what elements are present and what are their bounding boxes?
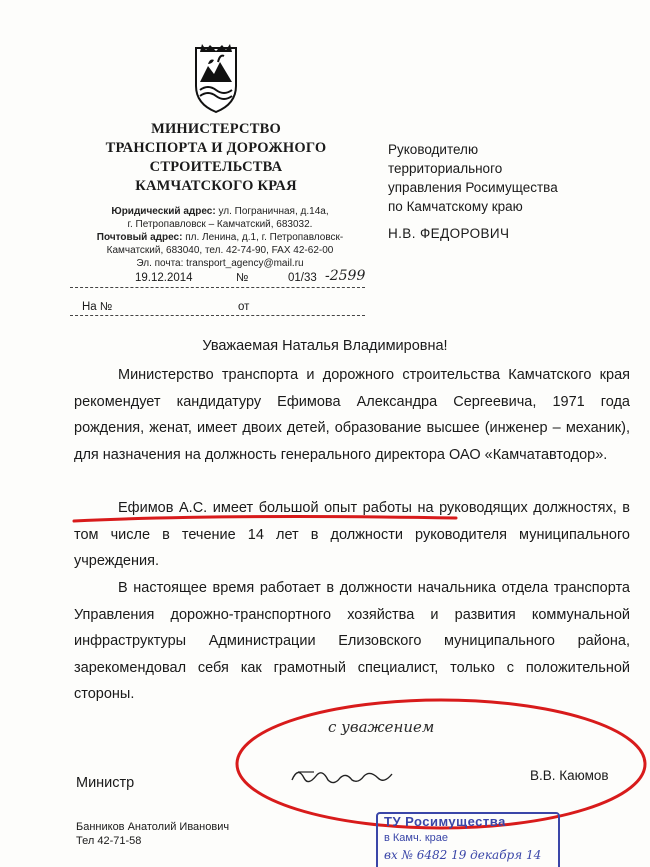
- email-address: Эл. почта: transport_agency@mail.ru: [136, 258, 304, 269]
- ref-label: На №: [82, 301, 113, 313]
- stamp-line-3: вх № 6482 19 декабря 14: [384, 848, 542, 862]
- body-paragraph-2: [74, 495, 630, 575]
- number-label: №: [236, 272, 249, 284]
- executor-phone: Тел 42-71-58: [76, 835, 142, 847]
- red-underline-annotation: [70, 512, 460, 526]
- handwritten-number: -2599: [325, 268, 366, 284]
- org-line: СТРОИТЕЛЬСТВА: [149, 159, 283, 175]
- signatory-position: Министр: [76, 775, 135, 791]
- postal-address-1: пл. Ленина, д.1, г. Петропавловск-: [185, 232, 344, 243]
- legal-address-label: Юридический адрес:: [111, 206, 216, 217]
- letter-number: 01/33: [288, 272, 317, 284]
- paragraph-text: Министерство транспорта и дорожного строительства Камчатского края рекомендует кандидатуру Ефимова Александра Сергеевича, 1971 года рождения, женат, имеет двоих детей, образование высшее (инженер – механик), для назначения на должность генерального директора ОАО «Камчатавтодор».: [74, 367, 630, 463]
- greeting: Уважаемая Наталья Владимировна!: [202, 338, 448, 354]
- ref-underline: [70, 315, 365, 317]
- body-paragraph-1: [74, 362, 630, 468]
- handwritten-note: с уважением: [328, 718, 435, 736]
- ministry-addresses: [70, 205, 370, 270]
- postal-address-2: Камчатский, 683040, тел. 42-74-90, FAX 42-62-00: [106, 245, 334, 256]
- legal-address-2: г. Петропавловск – Камчатский, 683032.: [127, 219, 313, 230]
- executor-name: Банников Анатолий Иванович: [76, 821, 230, 833]
- letter-date: 19.12.2014: [135, 272, 193, 284]
- body-paragraph-3: [74, 575, 630, 708]
- recipient-line: управления Росимущества: [388, 180, 558, 195]
- legal-address-1: ул. Пограничная, д.14а,: [218, 206, 329, 217]
- stamp-line-1: ТУ Росимущества: [384, 814, 506, 829]
- ref-from-label: от: [238, 301, 250, 313]
- paragraph-text: Ефимов А.С. имеет большой опыт работы на руководящих должностях, в том числе в течение 14 лет в должности руководителя муниципального учреждения.: [74, 500, 630, 569]
- recipient-line: по Камчатскому краю: [388, 199, 523, 214]
- signatory-name: В.В. Каюмов: [530, 768, 609, 783]
- recipient-block: [388, 140, 618, 216]
- coat-of-arms-emblem: [188, 42, 244, 114]
- recipient-line: Руководителю: [388, 142, 479, 157]
- org-line: КАМЧАТСКОГО КРАЯ: [135, 178, 297, 194]
- paragraph-text: В настоящее время работает в должности начальника отдела транспорта Управления дорожно-транспортного хозяйства и развития коммунальной инфраструктуры Администрации Елизовского муниципального района, зарекомендовал себя как грамотный специалист, только с положительной стороны.: [74, 580, 630, 702]
- stamp-line-2: в Камч. крае: [384, 832, 448, 844]
- date-number-underline: [70, 287, 365, 289]
- executor-block: [76, 820, 229, 848]
- postal-address-label: Почтовый адрес:: [96, 232, 183, 243]
- org-line: МИНИСТЕРСТВО: [151, 121, 281, 137]
- incoming-stamp: [370, 808, 560, 867]
- recipient-line: территориального: [388, 161, 503, 176]
- recipient-name: Н.В. ФЕДОРОВИЧ: [388, 226, 510, 241]
- org-line: ТРАНСПОРТА И ДОРОЖНОГО: [105, 140, 327, 156]
- ministry-name: [60, 120, 372, 196]
